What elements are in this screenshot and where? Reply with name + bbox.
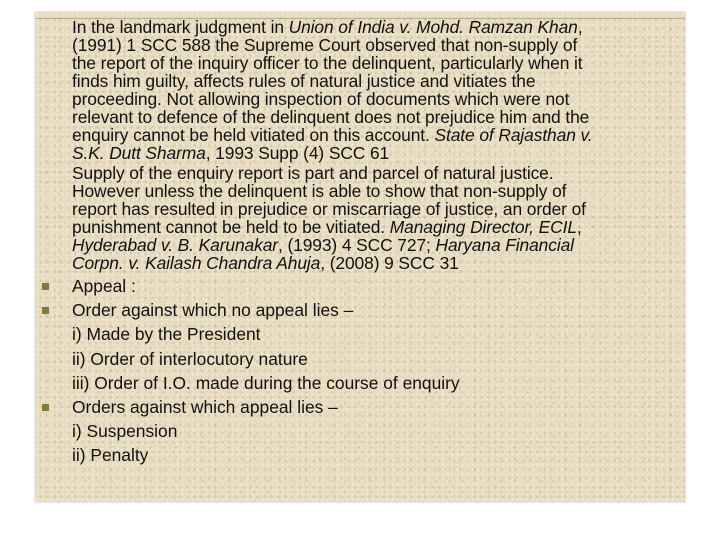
text-line: proceeding. Not allowing inspection of documents which were not bbox=[72, 89, 570, 109]
case-name: Corpn. v. Kailash Chandra Ahuja bbox=[72, 253, 321, 273]
paragraph-ramzan-khan bbox=[72, 18, 692, 162]
text-line: relevant to defence of the delinquent does not prejudice him and the bbox=[72, 107, 590, 127]
text-line: Corpn. v. Kailash Chandra Ahuja, (2008) 9 SCC 31 bbox=[72, 253, 459, 273]
text-line: Hyderabad v. B. Karunakar, (1993) 4 SCC 727; Haryana Financial bbox=[72, 235, 574, 255]
text-line: Supply of the enquiry report is part and parcel of natural justice. bbox=[72, 163, 554, 183]
list-item: iii) Order of I.O. made during the course of enquiry bbox=[72, 372, 460, 393]
text-line: finds him guilty, affects rules of natural justice and vitiates the bbox=[72, 71, 536, 91]
bullet-appeal bbox=[72, 274, 692, 298]
text-line: punishment cannot be held to be vitiated. Managing Director, ECIL, bbox=[72, 217, 582, 237]
text-line: (1991) 1 SCC 588 the Supreme Court observed that non-supply of bbox=[72, 35, 578, 55]
bullet-no-appeal bbox=[72, 298, 692, 322]
list-item: ii) Order of interlocutory nature bbox=[72, 348, 308, 369]
case-name: Union of India v. Mohd. Ramzan Khan bbox=[288, 17, 578, 37]
case-name: Managing Director, ECIL bbox=[389, 217, 577, 237]
case-name: S.K. Dutt Sharma bbox=[72, 143, 206, 163]
bullet-text: Order against which no appeal lies – bbox=[72, 300, 354, 321]
text-line: S.K. Dutt Sharma, 1993 Supp (4) SCC 61 bbox=[72, 143, 390, 163]
case-name: State of Rajasthan v. bbox=[434, 125, 593, 145]
square-bullet-icon bbox=[42, 404, 49, 411]
text-line: However unless the delinquent is able to show that non-supply of bbox=[72, 181, 567, 201]
text-line: the report of the inquiry officer to the delinquent, particularly when it bbox=[72, 53, 583, 73]
text-line: In the landmark judgment in Union of India v. Mohd. Ramzan Khan, bbox=[72, 17, 583, 37]
bullet-appeal-lies bbox=[72, 395, 692, 419]
text-line: enquiry cannot be held vitiated on this account. State of Rajasthan v. bbox=[72, 125, 593, 145]
case-name: Haryana Financial bbox=[435, 235, 574, 255]
text-line: report has resulted in prejudice or miscarriage of justice, an order of bbox=[72, 199, 586, 219]
list-item: i) Made by the President bbox=[72, 324, 261, 345]
list-item: i) Suspension bbox=[72, 421, 178, 442]
paragraph-enquiry-report bbox=[72, 164, 692, 272]
bullet-text: Orders against which appeal lies – bbox=[72, 396, 338, 417]
case-name: Hyderabad v. B. Karunakar bbox=[72, 235, 278, 255]
list-item: ii) Penalty bbox=[72, 445, 149, 466]
square-bullet-icon bbox=[42, 283, 49, 290]
square-bullet-icon bbox=[42, 307, 49, 314]
slide-body bbox=[72, 18, 692, 468]
bullet-text: Appeal : bbox=[72, 276, 136, 296]
